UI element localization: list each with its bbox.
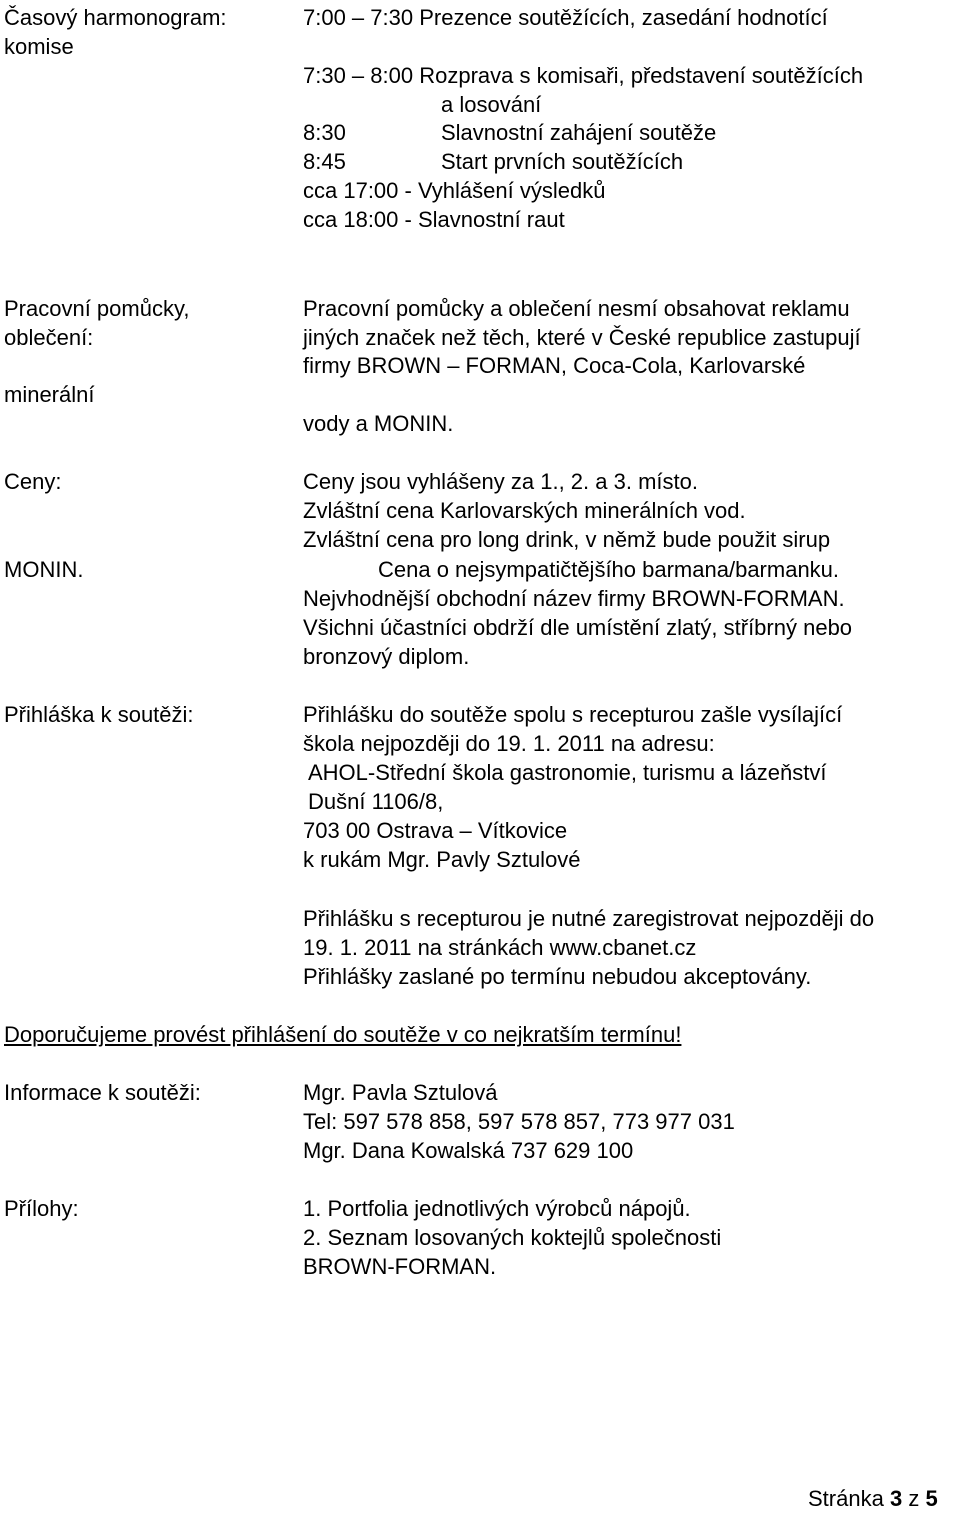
info-contact-line: Mgr. Dana Kowalská 737 629 100	[303, 1138, 634, 1163]
page-number	[808, 1484, 938, 1513]
prizes-text-line: Zvláštní cena Karlovarských minerálních vod.	[303, 498, 746, 523]
info-contact-line: Mgr. Pavla Sztulová	[303, 1080, 498, 1105]
registration-text-line: Přihlášku s recepturou je nutné zaregistrovat nejpozději do	[303, 906, 875, 931]
application-text-line: škola nejpozději do 19. 1. 2011 na adresu:	[303, 731, 715, 756]
prizes-text-line: Všichni účastníci obdrží dle umístění zlatý, stříbrný nebo	[303, 615, 853, 640]
attachments-label: Přílohy:	[4, 1196, 79, 1221]
schedule-time: 8:30	[303, 120, 346, 145]
attachment-item: 1. Portfolia jednotlivých výrobců nápojů.	[303, 1196, 691, 1221]
application-address-line: Dušní 1106/8,	[308, 789, 444, 814]
page-total: 5	[925, 1486, 938, 1511]
application-address-line: 703 00 Ostrava – Vítkovice	[303, 818, 568, 843]
equipment-text-line: firmy BROWN – FORMAN, Coca-Cola, Karlovarské	[303, 353, 806, 378]
prizes-text-line: Ceny jsou vyhlášeny za 1., 2. a 3. místo.	[303, 469, 698, 494]
schedule-label-line-1: Časový harmonogram:	[4, 5, 227, 30]
equipment-text-line: jiných značek než těch, které v České republice zastupují	[303, 325, 861, 350]
equipment-label-line-3: minerální	[4, 382, 95, 407]
schedule-label-line-2: komise	[4, 34, 74, 59]
application-address-line: k rukám Mgr. Pavly Sztulové	[303, 847, 581, 872]
attachment-item: BROWN-FORMAN.	[303, 1254, 497, 1279]
prizes-text-line: bronzový diplom.	[303, 644, 470, 669]
schedule-item: 7:30 – 8:00 Rozprava s komisaři, představení soutěžících	[303, 63, 864, 88]
attachment-item: 2. Seznam losovaných koktejlů společnosti	[303, 1225, 722, 1250]
prizes-text-line-indented: Cena o nejsympatičtějšího barmana/barmanku.	[378, 557, 840, 582]
prizes-text-line: Zvláštní cena pro long drink, v němž bude použit sirup	[303, 527, 831, 552]
equipment-label-line-2: oblečení:	[4, 325, 94, 350]
info-contact-line: Tel: 597 578 858, 597 578 857, 773 977 031	[303, 1109, 735, 1134]
application-text-line: Přihlášku do soutěže spolu s recepturou zašle vysílající	[303, 702, 843, 727]
schedule-item: cca 17:00 - Vyhlášení výsledků	[303, 178, 606, 203]
recommendation-note: Doporučujeme provést přihlášení do soutěže v co nejkratším termínu!	[4, 1022, 682, 1047]
schedule-item: cca 18:00 - Slavnostní raut	[303, 207, 565, 232]
application-address-line: AHOL-Střední škola gastronomie, turismu a lázeňství	[308, 760, 827, 785]
schedule-event: Slavnostní zahájení soutěže	[441, 120, 717, 145]
page-current: 3	[889, 1486, 903, 1511]
schedule-time: 8:45	[303, 149, 346, 174]
equipment-text-line: vody a MONIN.	[303, 411, 454, 436]
application-label: Přihláška k soutěži:	[4, 702, 194, 727]
schedule-item: 7:00 – 7:30 Prezence soutěžících, zasedání hodnotící	[303, 5, 828, 30]
equipment-text-line: Pracovní pomůcky a oblečení nesmí obsahovat reklamu	[303, 296, 850, 321]
registration-text-line: 19. 1. 2011 na stránkách www.cbanet.cz	[303, 935, 697, 960]
prizes-text-line: Nejvhodnější obchodní název firmy BROWN-FORMAN.	[303, 586, 845, 611]
schedule-item-continued: a losování	[441, 92, 542, 117]
page-separator: z	[908, 1486, 920, 1511]
page-prefix: Stránka	[808, 1486, 884, 1511]
equipment-label-line-1: Pracovní pomůcky,	[4, 296, 190, 321]
prizes-label: Ceny:	[4, 469, 62, 494]
info-label: Informace k soutěži:	[4, 1080, 201, 1105]
prizes-label-continued: MONIN.	[4, 557, 84, 582]
registration-text-line: Přihlášky zaslané po termínu nebudou akceptovány.	[303, 964, 812, 989]
schedule-event: Start prvních soutěžících	[441, 149, 684, 174]
